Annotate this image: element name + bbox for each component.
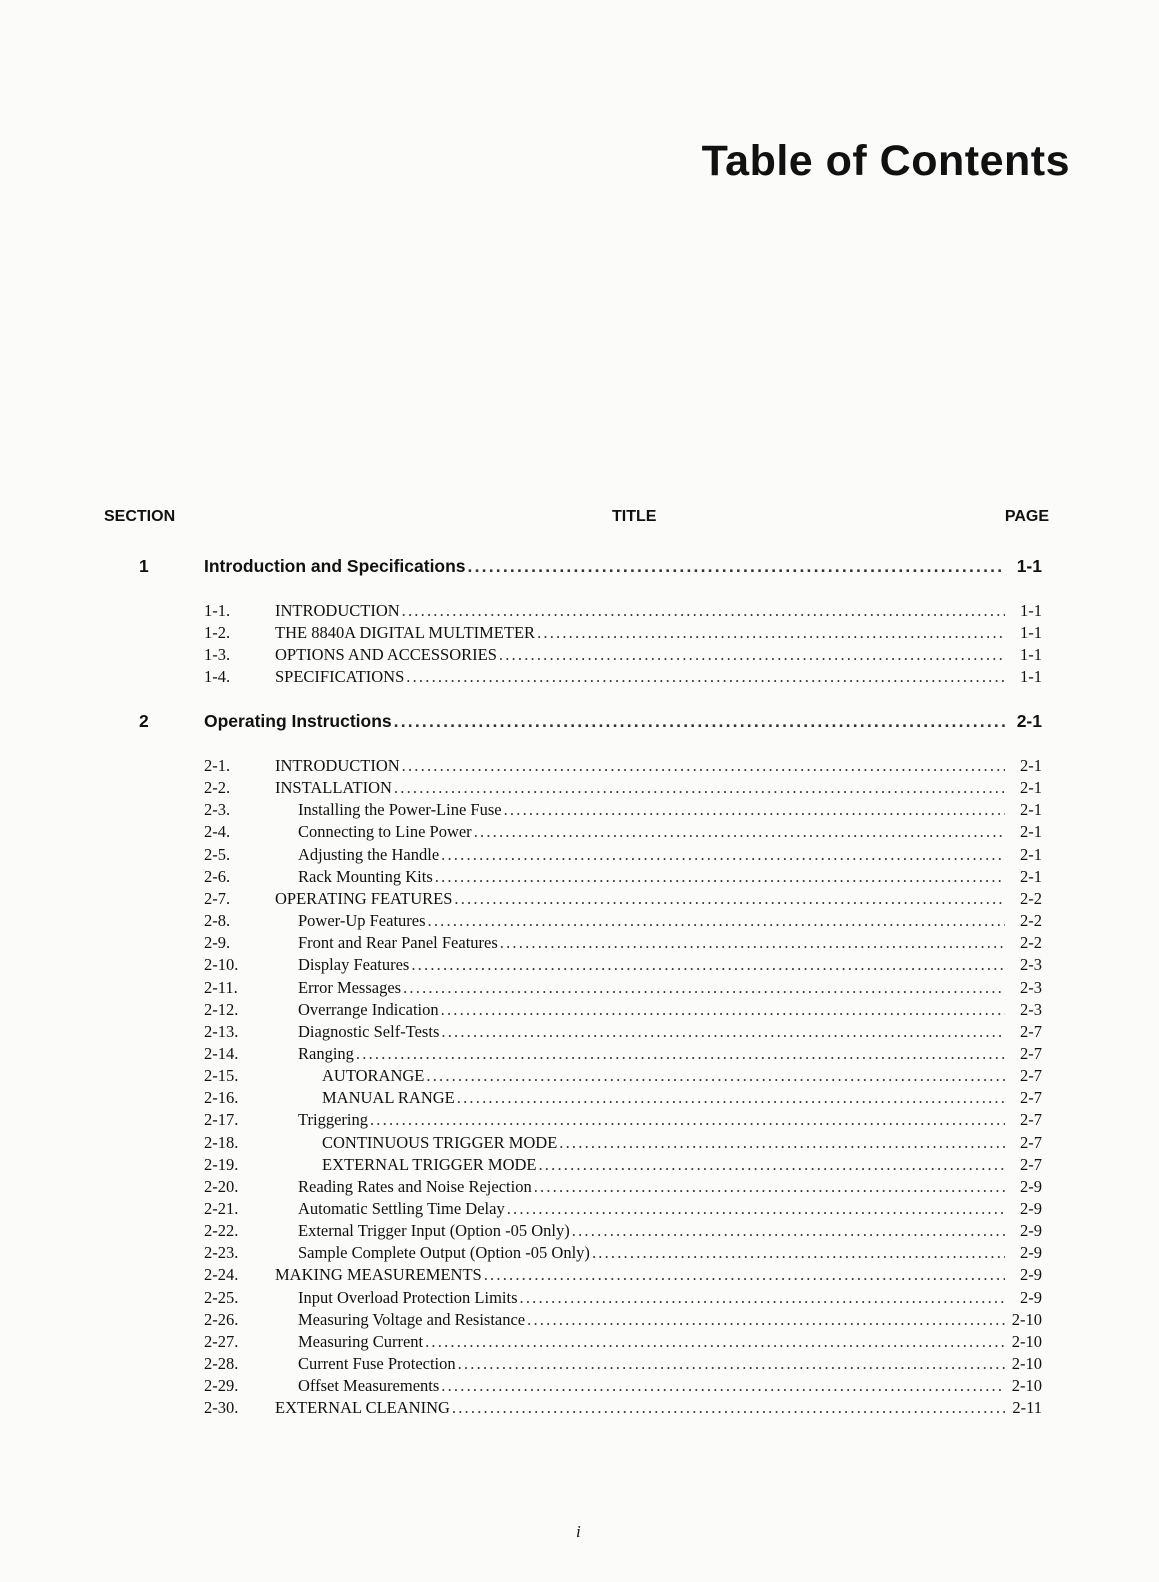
toc-entry[interactable] [0,1000,1159,1022]
entry-number: 2-11. [204,977,238,997]
entry-page: 2-7 [1020,1110,1042,1130]
entry-page: 2-1 [1020,844,1042,864]
entry-title: INSTALLATION [275,778,392,798]
entry-number: 2-18. [204,1132,239,1152]
entry-title: Front and Rear Panel Features [298,933,498,953]
entry-line [298,1177,1042,1197]
toc-entry[interactable] [0,845,1159,867]
section-title: Introduction and Specifications [204,556,466,576]
entry-page: 1-1 [1020,623,1042,643]
toc-entry[interactable] [0,955,1159,977]
entry-number: 2-29. [204,1376,239,1396]
section-title: Operating Instructions [204,711,392,731]
entry-page: 2-7 [1020,1066,1042,1086]
entry-page: 2-9 [1020,1287,1042,1307]
dot-leader [537,623,1005,643]
dot-leader [504,800,1005,820]
entry-line [298,933,1042,953]
entry-title: Connecting to Line Power [298,822,472,842]
entry-line [275,601,1042,621]
entry-line [298,1243,1042,1263]
entry-page: 2-2 [1020,933,1042,953]
entry-line [298,1044,1042,1064]
toc-entry[interactable] [0,800,1159,822]
entry-number: 2-6. [204,866,231,886]
dot-leader [441,845,1005,865]
dot-leader [458,1354,1005,1374]
dot-leader [500,933,1005,953]
entry-number: 2-15. [204,1066,239,1086]
toc-entry[interactable] [0,867,1159,889]
dot-leader [426,1066,1005,1086]
entry-page: 2-9 [1020,1243,1042,1263]
entry-title: Adjusting the Handle [298,844,440,864]
entry-title: Sample Complete Output (Option -05 Only) [298,1243,590,1263]
entry-number: 2-20. [204,1176,239,1196]
entry-number: 2-2. [204,778,231,798]
entry-number: 2-7. [204,888,231,908]
entry-number: 2-1. [204,756,231,775]
entry-page: 2-1 [1020,822,1042,842]
entry-title: CONTINUOUS TRIGGER MODE [322,1132,558,1152]
entry-line [275,623,1042,643]
entry-line [322,1155,1042,1175]
entry-page: 2-11 [1012,1398,1042,1418]
entry-line [275,889,1042,909]
entry-page: 2-1 [1020,800,1042,820]
entry-title: Measuring Voltage and Resistance [298,1309,526,1329]
entry-line [275,756,1042,776]
entry-number: 2-10. [204,955,239,975]
dot-leader [538,1155,1005,1175]
entry-page: 2-10 [1011,1331,1042,1351]
dot-leader [402,601,1005,621]
entry-number: 2-3. [204,800,231,820]
entry-title: Reading Rates and Noise Rejection [298,1176,532,1196]
toc-entry[interactable] [0,1199,1159,1221]
entry-line [322,1133,1042,1153]
dot-leader [441,1376,1005,1396]
dot-leader [468,556,1005,577]
entry-line [298,845,1042,865]
entry-number: 2-24. [204,1265,239,1285]
entry-title: AUTORANGE [322,1066,425,1086]
entry-line [298,800,1042,820]
dot-leader [402,756,1005,776]
column-header-section: SECTION [104,508,176,525]
toc-entry[interactable] [0,822,1159,844]
toc-entry[interactable] [0,1133,1159,1155]
entry-page: 2-9 [1020,1265,1042,1285]
entry-number: 2-9. [204,933,231,953]
entry-title: Rack Mounting Kits [298,866,433,886]
entry-line [275,1398,1042,1418]
dot-leader [394,778,1005,798]
entry-page: 2-7 [1020,1154,1042,1174]
entry-title: Input Overload Protection Limits [298,1287,518,1307]
entry-title: Overrange Indication [298,999,439,1019]
entry-number: 2-16. [204,1088,239,1108]
entry-line [275,645,1042,665]
toc-entry[interactable] [0,1288,1159,1310]
entry-number: 2-14. [204,1043,239,1063]
toc-entry[interactable] [0,778,1159,800]
column-header-page: PAGE [1004,508,1049,525]
entry-line [298,1288,1042,1308]
entry-line [275,667,1042,687]
entry-title: Power-Up Features [298,911,426,931]
dot-leader [559,1133,1005,1153]
toc-entry[interactable] [0,1022,1159,1044]
entry-page: 2-10 [1011,1354,1042,1374]
entry-line [298,955,1042,975]
entry-title: OPERATING FEATURES [275,888,453,908]
dot-leader [534,1177,1005,1197]
entry-number: 2-17. [204,1110,239,1130]
entry-line [298,1000,1042,1020]
dot-leader [394,711,1005,732]
entry-page: 1-1 [1020,645,1042,665]
entry-title: INTRODUCTION [275,756,400,775]
entry-page: 2-10 [1011,1309,1042,1329]
toc-entry[interactable] [0,933,1159,955]
entry-page: 2-7 [1020,1043,1042,1063]
toc-entry[interactable] [0,667,1159,689]
section-line [204,711,1042,732]
entry-number: 2-23. [204,1243,239,1263]
section-heading[interactable] [0,556,1159,582]
entry-number: 2-30. [204,1398,239,1418]
dot-leader [406,667,1005,687]
entry-number: 2-21. [204,1199,239,1218]
entry-page: 2-2 [1020,888,1042,908]
entry-line [298,911,1042,931]
column-header-title: TITLE [612,508,657,525]
dot-leader [592,1243,1005,1263]
dot-leader [474,822,1005,842]
entry-page: 2-1 [1020,866,1042,886]
entry-page: 2-1 [1020,756,1042,775]
entry-title: Error Messages [298,977,402,997]
entry-number: 2-4. [204,822,231,842]
toc-entry[interactable] [0,1044,1159,1066]
entry-line [275,1265,1042,1285]
entry-line [298,1022,1042,1042]
entry-number: 2-19. [204,1154,239,1174]
toc-entry[interactable] [0,1066,1159,1088]
dot-leader [572,1221,1005,1241]
toc-entry[interactable] [0,1332,1159,1354]
entry-number: 2-13. [204,1021,239,1041]
entry-title: Triggering [298,1110,368,1130]
toc-entry[interactable] [0,1110,1159,1132]
toc-entry[interactable] [0,756,1159,778]
entry-line [298,1332,1042,1352]
toc-entry[interactable] [0,601,1159,623]
entry-line [298,1354,1042,1374]
toc-entry[interactable] [0,1310,1159,1332]
entry-page: 2-10 [1011,1376,1042,1396]
entry-title: EXTERNAL CLEANING [275,1398,450,1418]
toc-entry[interactable] [0,978,1159,1000]
toc-entry[interactable] [0,1354,1159,1376]
entry-number: 2-28. [204,1354,239,1374]
entry-page: 2-7 [1020,1132,1042,1152]
entry-page: 2-7 [1020,1088,1042,1108]
entry-title: OPTIONS AND ACCESSORIES [275,645,497,665]
entry-page: 1-1 [1020,601,1042,620]
entry-page: 2-7 [1020,1021,1042,1041]
entry-number: 1-4. [204,667,231,687]
entry-line [275,778,1042,798]
section-line [204,556,1042,577]
entry-line [298,822,1042,842]
entry-number: 2-12. [204,999,239,1019]
entry-page: 2-9 [1020,1199,1042,1218]
dot-leader [411,955,1005,975]
dot-leader [484,1265,1005,1285]
entry-number: 2-27. [204,1331,239,1351]
entry-page: 2-9 [1020,1176,1042,1196]
entry-title: Installing the Power-Line Fuse [298,800,502,820]
toc-entry[interactable] [0,1243,1159,1265]
entry-title: THE 8840A DIGITAL MULTIMETER [275,623,536,643]
entry-number: 2-8. [204,911,231,931]
entry-line [322,1066,1042,1086]
entry-title: External Trigger Input (Option -05 Only) [298,1221,570,1241]
entry-title: INTRODUCTION [275,601,400,620]
entry-title: SPECIFICATIONS [275,667,405,687]
toc-entry[interactable] [0,1398,1159,1420]
dot-leader [527,1310,1005,1330]
entry-number: 2-5. [204,844,231,864]
entry-number: 1-3. [204,645,231,665]
toc-entry[interactable] [0,1155,1159,1177]
toc-entry[interactable] [0,1265,1159,1287]
entry-line [298,978,1042,998]
dot-leader [356,1044,1005,1064]
entry-title: Automatic Settling Time Delay [298,1199,505,1218]
entry-title: MANUAL RANGE [322,1088,455,1108]
page-folio: i [576,1522,581,1541]
entry-number: 1-2. [204,623,231,643]
section-page: 2-1 [1016,711,1042,731]
page-title: Table of Contents [701,137,1070,185]
entry-line [298,1376,1042,1396]
entry-title: EXTERNAL TRIGGER MODE [322,1154,537,1174]
toc-entry[interactable] [0,645,1159,667]
dot-leader [403,978,1005,998]
dot-leader [435,867,1005,887]
section-number: 1 [139,556,149,576]
entry-number: 2-22. [204,1221,239,1241]
entry-title: Offset Measurements [298,1376,440,1396]
entry-page: 2-3 [1020,955,1042,975]
entry-title: Current Fuse Protection [298,1354,456,1374]
toc-entry[interactable] [0,1088,1159,1110]
entry-number: 2-25. [204,1287,239,1307]
entry-page: 2-1 [1020,778,1042,798]
entry-page: 2-2 [1020,911,1042,931]
entry-page: 1-1 [1020,667,1042,687]
dot-leader [454,889,1005,909]
entry-line [322,1088,1042,1108]
entry-page: 2-3 [1020,999,1042,1019]
entry-page: 2-3 [1020,977,1042,997]
toc-entry[interactable] [0,911,1159,933]
section-page: 1-1 [1016,556,1042,576]
entry-line [298,1221,1042,1241]
entry-number: 2-26. [204,1309,239,1329]
entry-title: Ranging [298,1043,354,1063]
section-heading[interactable] [0,711,1159,737]
dot-leader [441,1022,1005,1042]
dot-leader [428,911,1005,931]
entry-line [298,867,1042,887]
dot-leader [441,1000,1005,1020]
dot-leader [457,1088,1005,1108]
entry-title: MAKING MEASUREMENTS [275,1265,482,1285]
toc-entry[interactable] [0,889,1159,911]
entry-title: Measuring Current [298,1331,424,1351]
entry-title: Diagnostic Self-Tests [298,1021,440,1041]
entry-line [298,1199,1042,1219]
dot-leader [520,1288,1005,1308]
dot-leader [507,1199,1005,1219]
dot-leader [452,1398,1005,1418]
toc-entry[interactable] [0,1221,1159,1243]
dot-leader [499,645,1005,665]
entry-line [298,1110,1042,1130]
dot-leader [425,1332,1005,1352]
entry-line [298,1310,1042,1330]
section-number: 2 [139,711,149,731]
toc-entry[interactable] [0,1376,1159,1398]
dot-leader [370,1110,1005,1130]
toc-entry[interactable] [0,623,1159,645]
entry-title: Display Features [298,955,410,975]
entry-number: 1-1. [204,601,231,620]
toc-entry[interactable] [0,1177,1159,1199]
entry-page: 2-9 [1020,1221,1042,1241]
